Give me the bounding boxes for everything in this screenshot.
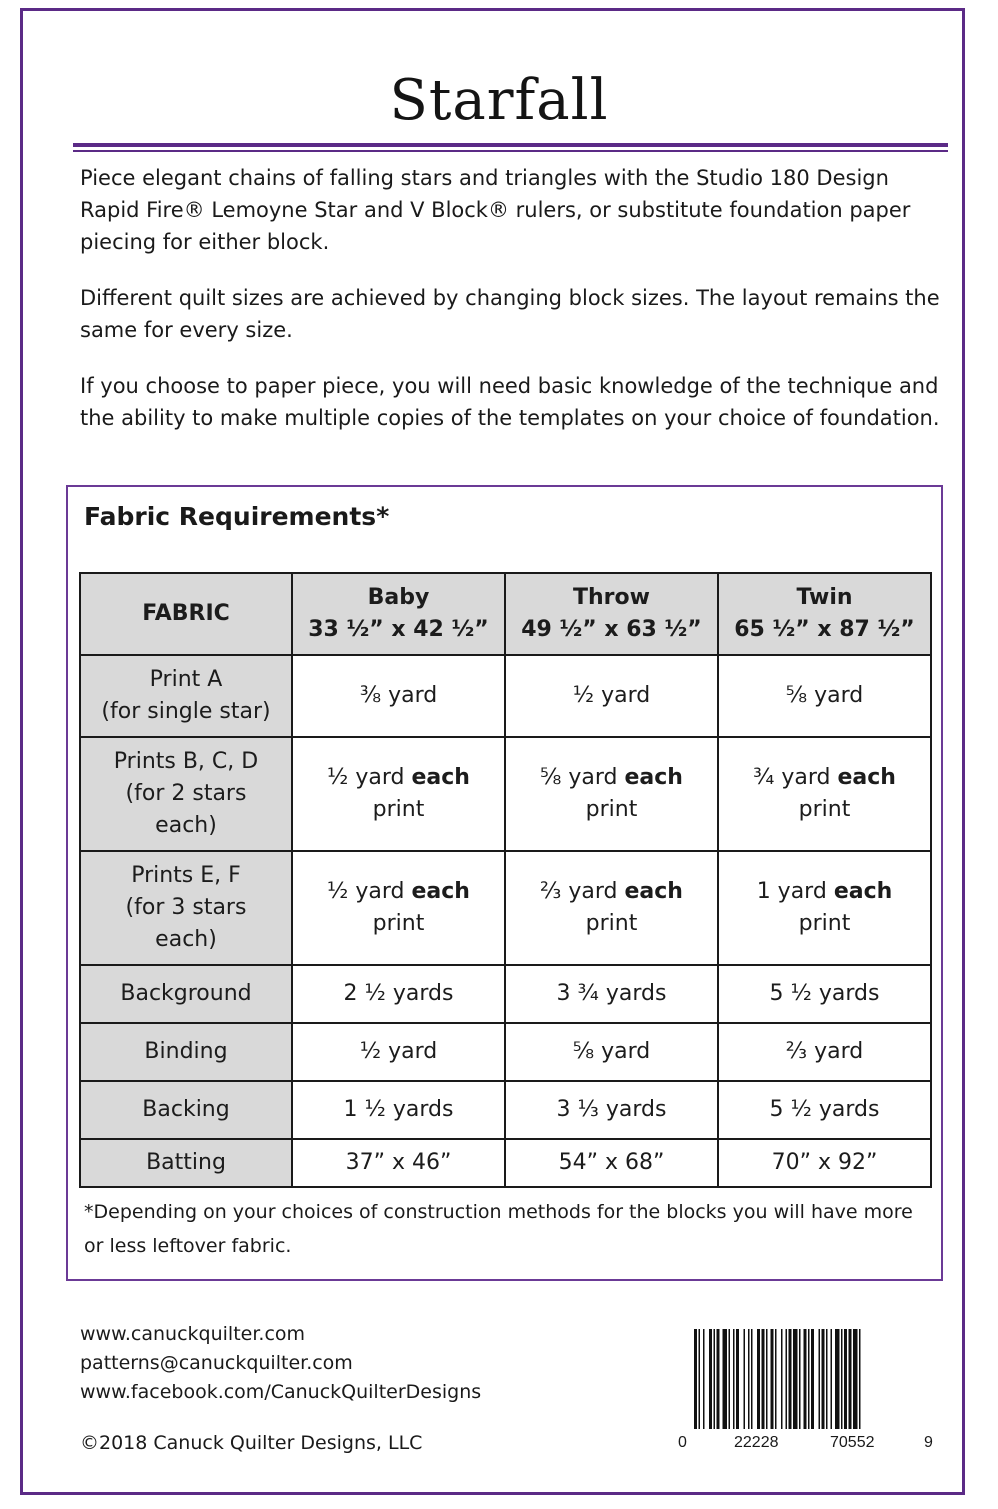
intro-text — [80, 162, 940, 458]
barcode-bar — [811, 1329, 814, 1429]
cell-throw: 3 ¾ yards — [505, 965, 718, 1023]
row-label: Backing — [80, 1081, 292, 1139]
cell-baby — [292, 851, 505, 965]
barcode-bar — [771, 1329, 774, 1429]
header-twin — [718, 573, 931, 655]
barcode-bar — [775, 1329, 777, 1429]
cell-throw: ⅝ yard — [505, 1023, 718, 1081]
cell-print: print — [585, 911, 638, 936]
intro-paragraph-3: If you choose to paper piece, you will need basic knowledge of the technique and the ability to make multiple copies of the templates on your choice of foundation. — [80, 374, 940, 430]
header-throw — [505, 573, 718, 655]
cell-print: print — [372, 797, 425, 822]
cell-twin: 5 ½ yards — [718, 1081, 931, 1139]
barcode-bar — [799, 1329, 801, 1429]
barcode-bar — [757, 1329, 760, 1429]
cell-baby: 37” x 46” — [292, 1139, 505, 1187]
cell-each: each — [833, 879, 893, 904]
cell-amount: 1 yard — [756, 879, 827, 904]
table-row — [80, 737, 931, 851]
table-row — [80, 655, 931, 737]
table-header-row — [80, 573, 931, 655]
row-label — [80, 655, 292, 737]
row-name: Print A — [149, 667, 223, 692]
cell-twin — [718, 737, 931, 851]
cell-twin — [718, 851, 931, 965]
barcode-bar — [844, 1329, 847, 1429]
cell-print: print — [798, 911, 851, 936]
barcode-bar — [729, 1329, 731, 1429]
header-baby — [292, 573, 505, 655]
barcode-bar — [804, 1329, 807, 1429]
cell-twin: 5 ½ yards — [718, 965, 931, 1023]
title-rule-thin — [73, 150, 948, 152]
copyright-notice: ©2018 Canuck Quilter Designs, LLC — [80, 1432, 423, 1454]
row-label: Background — [80, 965, 292, 1023]
cell-throw: ½ yard — [505, 655, 718, 737]
row-note: (for 3 stars — [125, 895, 247, 920]
barcode-bar — [859, 1329, 861, 1429]
header-baby-size: 33 ½” x 42 ½” — [308, 617, 489, 642]
cell-amount: ⅝ yard — [540, 765, 618, 790]
barcode-digit-right: 9 — [924, 1434, 933, 1451]
barcode-icon — [672, 1325, 942, 1455]
barcode-bar — [751, 1329, 753, 1429]
barcode-bar — [723, 1329, 728, 1429]
header-throw-label: Throw — [573, 585, 650, 610]
cell-print: print — [798, 797, 851, 822]
barcode-bar — [822, 1329, 825, 1429]
table-row — [80, 1081, 931, 1139]
header-twin-size: 65 ½” x 87 ½” — [734, 617, 915, 642]
cell-amount: ½ yard — [327, 765, 405, 790]
cell-amount: ½ yard — [327, 879, 405, 904]
barcode-bar — [699, 1329, 701, 1429]
cell-print: print — [372, 911, 425, 936]
cell-throw — [505, 737, 718, 851]
cell-print: print — [585, 797, 638, 822]
barcode-bar — [835, 1329, 840, 1429]
fabric-requirements-heading: Fabric Requirements* — [84, 502, 390, 531]
barcode-bar — [714, 1329, 716, 1429]
cell-each: each — [411, 879, 470, 904]
barcode-bar — [808, 1329, 810, 1429]
cell-amount: ⅔ yard — [540, 879, 618, 904]
barcode-bar — [717, 1329, 720, 1429]
header-throw-size: 49 ½” x 63 ½” — [521, 617, 702, 642]
table-row — [80, 1139, 931, 1187]
cell-twin: 70” x 92” — [718, 1139, 931, 1187]
barcode-bar — [709, 1329, 712, 1429]
row-note-2: each) — [155, 813, 217, 838]
barcode-bar — [748, 1329, 750, 1429]
cell-baby: 1 ½ yards — [292, 1081, 505, 1139]
barcode-bar — [744, 1329, 746, 1429]
fabric-requirements-table — [79, 572, 932, 1188]
barcode-bar — [733, 1329, 735, 1429]
barcode-bar — [819, 1329, 821, 1429]
header-twin-label: Twin — [796, 585, 853, 610]
row-note-2: each) — [155, 927, 217, 952]
cell-each: each — [837, 765, 896, 790]
page-title: Starfall — [389, 68, 609, 133]
cell-throw — [505, 851, 718, 965]
barcode-bar — [786, 1329, 788, 1429]
intro-paragraph-2: Different quilt sizes are achieved by changing block sizes. The layout remains the same for every size. — [80, 286, 940, 342]
cell-each: each — [624, 765, 683, 790]
cell-throw: 54” x 68” — [505, 1139, 718, 1187]
barcode-bar — [781, 1329, 783, 1429]
barcode-bar — [849, 1329, 852, 1429]
row-label — [80, 737, 292, 851]
cell-baby: ⅜ yard — [292, 655, 505, 737]
barcode-bar — [736, 1329, 739, 1429]
fabric-footnote: *Depending on your choices of construction methods for the blocks you will have more or less leftover fabric. — [84, 1201, 913, 1257]
barcode-bar — [826, 1329, 828, 1429]
barcode-bar — [853, 1329, 858, 1429]
cell-amount: ¾ yard — [753, 765, 831, 790]
row-name: Prints E, F — [131, 863, 241, 888]
contact-info — [80, 1320, 481, 1407]
title-rule — [73, 143, 948, 147]
barcode-bar — [703, 1329, 705, 1429]
header-fabric: FABRIC — [80, 573, 292, 655]
cell-each: each — [411, 765, 470, 790]
barcode-bar — [762, 1329, 765, 1429]
email-link[interactable]: patterns@canuckquilter.com — [80, 1352, 353, 1374]
table-row — [80, 965, 931, 1023]
row-name: Prints B, C, D — [113, 749, 259, 774]
intro-paragraph-1: Piece elegant chains of falling stars and triangles with the Studio 180 Design Rapid Fire® Lemoyne Star and V Block® rulers, or substitute foundation paper piecing for either block. — [80, 166, 911, 254]
website-link[interactable]: www.canuckquilter.com — [80, 1323, 306, 1345]
cell-twin: ⅔ yard — [718, 1023, 931, 1081]
cell-throw: 3 ⅓ yards — [505, 1081, 718, 1139]
row-label: Binding — [80, 1023, 292, 1081]
barcode-bar — [694, 1329, 697, 1429]
table-row — [80, 851, 931, 965]
barcode-group-2: 70552 — [830, 1434, 875, 1451]
barcode-bar — [766, 1329, 768, 1429]
barcode-group-1: 22228 — [734, 1434, 779, 1451]
barcode-bar — [793, 1329, 798, 1429]
cell-twin: ⅝ yard — [718, 655, 931, 737]
barcode-bar — [841, 1329, 843, 1429]
cell-baby: ½ yard — [292, 1023, 505, 1081]
header-baby-label: Baby — [367, 585, 430, 610]
facebook-link[interactable]: www.facebook.com/CanuckQuilterDesigns — [80, 1381, 482, 1403]
barcode-digit-left: 0 — [678, 1434, 687, 1451]
table-row — [80, 1023, 931, 1081]
row-note: (for single star) — [101, 699, 271, 724]
barcode-bar — [789, 1329, 792, 1429]
row-note: (for 2 stars — [125, 781, 247, 806]
cell-baby: 2 ½ yards — [292, 965, 505, 1023]
cell-each: each — [624, 879, 683, 904]
row-label — [80, 851, 292, 965]
barcode-bars — [694, 1329, 861, 1429]
barcode-bar — [831, 1329, 833, 1429]
cell-baby — [292, 737, 505, 851]
row-label: Batting — [80, 1139, 292, 1187]
